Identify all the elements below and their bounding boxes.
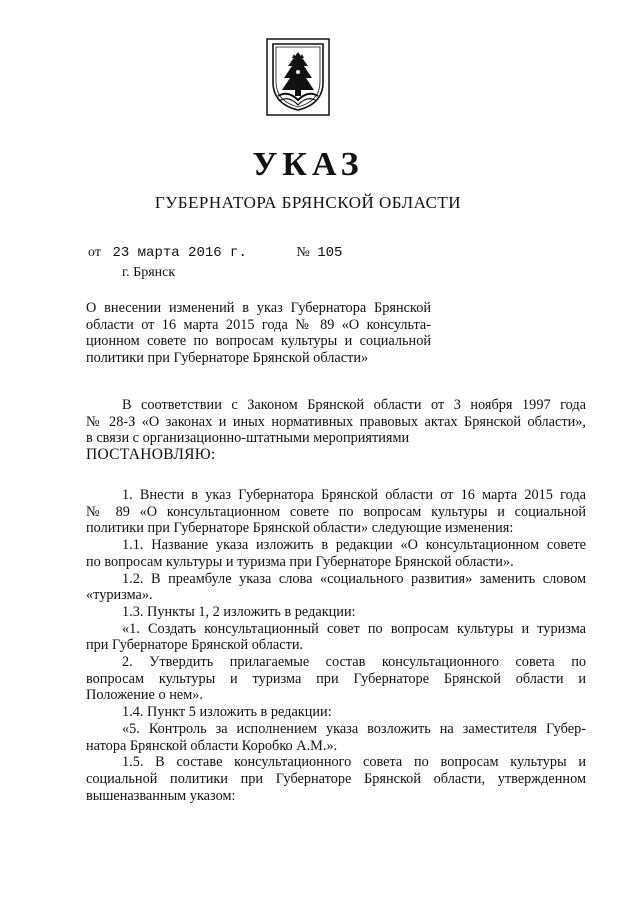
body-line: 1.3. Пункты 1, 2 изложить в редакции: xyxy=(122,603,356,620)
body-line: политики при Губернаторе Брянской области» следующие изменения: xyxy=(86,520,514,537)
coat-of-arms-emblem xyxy=(266,38,330,116)
body-line: № 89 «О консультационном совете по вопросам культуры и социальной xyxy=(86,503,586,520)
body-line: вышеназванным указом: xyxy=(86,787,236,804)
body-line: «5. Контроль за исполнением указа возложить на заместителя Губер- xyxy=(122,720,586,737)
body-line: вопросам культуры и туризма при Губернаторе Брянской области и xyxy=(86,670,586,687)
document-number: 105 xyxy=(317,245,343,261)
document-title: УКАЗ xyxy=(252,146,364,183)
body-line: 1.2. В преамбуле указа слова «социального развития» заменить словом xyxy=(122,570,586,587)
document-city: г. Брянск xyxy=(122,265,176,280)
document-heading xyxy=(86,300,431,367)
body-line: 1.4. Пункт 5 изложить в редакции: xyxy=(122,704,332,721)
date-number-line xyxy=(88,245,342,261)
heading-line: ционном совете по вопросам культуры и социальной xyxy=(86,333,431,350)
body-line: при Губернаторе Брянской области. xyxy=(86,637,304,654)
body-line: «1. Создать консультационный совет по вопросам культуры и туризма xyxy=(122,620,586,637)
body-line: 1.1. Название указа изложить в редакции «О консультационном совете xyxy=(122,537,586,554)
document-body xyxy=(86,487,586,804)
number-prefix: № xyxy=(296,245,310,260)
body-line: по вопросам культуры и туризма при Губернаторе Брянской области». xyxy=(86,553,514,570)
body-line: 1.5. В составе консультационного совета по вопросам культуры и xyxy=(122,754,586,771)
document-date: 23 марта 2016 г. xyxy=(112,245,247,261)
body-line: натора Брянской области Коробко А.М.». xyxy=(86,737,338,754)
preamble-line: № 28-З «О законах и иных нормативных правовых актах Брянской области», xyxy=(86,413,586,430)
body-line: 1. Внести в указ Губернатора Брянской области от 16 марта 2015 года xyxy=(122,487,586,503)
preamble-line: в связи с организационно-штатными мероприятиями xyxy=(86,430,410,447)
body-line: социальной политики при Губернаторе Брянской области, утвержденном xyxy=(86,770,586,787)
document-subtitle: ГУБЕРНАТОРА БРЯНСКОЙ ОБЛАСТИ xyxy=(154,193,462,212)
heading-line: О внесении изменений в указ Губернатора Брянской xyxy=(86,300,431,316)
date-prefix: от xyxy=(88,245,101,260)
body-line: 2. Утвердить прилагаемые состав консультационного совета по xyxy=(122,654,586,671)
decree-word: ПОСТАНОВЛЯЮ: xyxy=(86,446,216,464)
body-line: Положение о нем». xyxy=(86,687,203,704)
document-preamble xyxy=(86,397,586,464)
body-line: «туризма». xyxy=(86,587,153,604)
heading-line: политики при Губернаторе Брянской области» xyxy=(86,350,369,367)
preamble-line: В соответствии с Законом Брянской области от 3 ноября 1997 года xyxy=(122,397,586,413)
heading-line: области от 16 марта 2015 года № 89 «О консульта- xyxy=(86,316,431,333)
